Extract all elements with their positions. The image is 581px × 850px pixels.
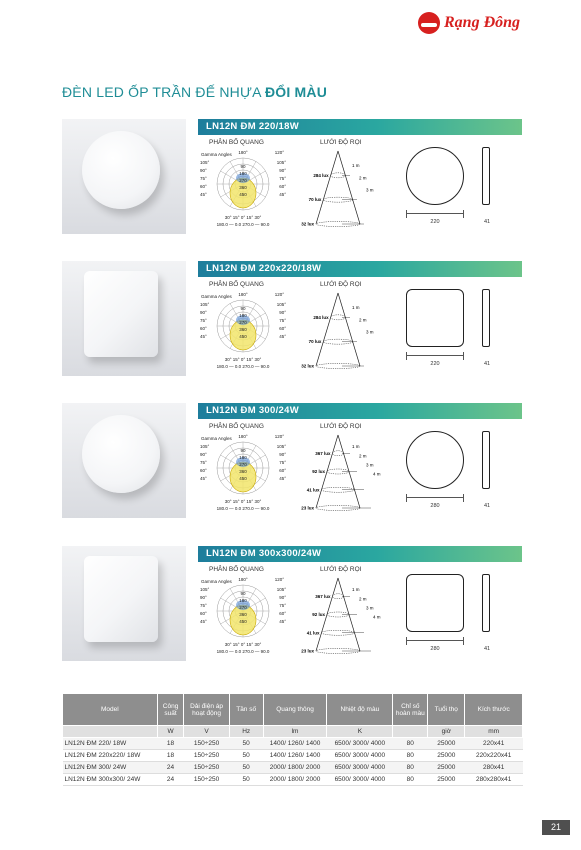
product-block (62, 403, 522, 518)
table-cell: 80 (393, 750, 428, 762)
table-cell: 150÷250 (184, 762, 229, 774)
illuminance-cone-diagram (290, 432, 400, 514)
page-title-bold: ĐỔI MÀU (264, 84, 328, 100)
page-title (62, 84, 327, 100)
table-cell: 25000 (428, 750, 465, 762)
polar-angle-right: 90° (279, 168, 286, 173)
polar-title: Gamma Angles (201, 294, 232, 299)
table-row (63, 774, 523, 786)
lux-label: 70 lux (308, 339, 322, 345)
polar-bottom-angles: 30° 15° 0° 15° 30° (224, 357, 262, 362)
polar-legend: 180.0 — 0.0 270.0 — 90.0 (216, 222, 270, 227)
brand-logo (418, 12, 520, 34)
polar-angle-right: 75° (279, 176, 286, 181)
table-cell: 80 (393, 762, 428, 774)
polar-angle-right: 45° (279, 619, 286, 624)
polar-radial-value: 270 (239, 320, 247, 325)
table-cell: 25000 (428, 774, 465, 786)
cone-edge (338, 151, 360, 224)
lux-label: 284 lux (313, 314, 329, 320)
height-label: 4 m (373, 614, 381, 620)
cone-level-ellipse (333, 594, 344, 599)
col-model: Model (63, 694, 158, 726)
cone-level-ellipse (333, 451, 344, 456)
polar-radial-value: 360 (239, 469, 247, 474)
col-color-temp: Nhiệt độ màu (327, 694, 393, 726)
polar-radial-value: 450 (239, 192, 247, 197)
width-dimension-value: 220 (430, 361, 440, 367)
polar-angle-right: 105° (276, 587, 286, 592)
light-distribution-label: PHÂN BỐ QUANG (209, 139, 264, 146)
lux-label: 41 lux (306, 630, 320, 636)
height-label: 2 m (359, 453, 367, 459)
table-cell: 280x41 (465, 762, 523, 774)
table-cell: LN12N ĐM 300x300/ 24W (63, 774, 158, 786)
polar-bottom-angles: 30° 15° 0° 15° 30° (224, 215, 262, 220)
illuminance-cone-diagram (290, 290, 400, 372)
polar-radial-value: 90 (240, 448, 246, 453)
table-cell: LN12N ĐM 300/ 24W (63, 762, 158, 774)
product-block (62, 261, 522, 376)
polar-angle-left: 75° (200, 176, 207, 181)
depth-dimension-value: 41 (483, 503, 491, 509)
product-name-banner: LN12N ĐM 220x220/18W (198, 261, 522, 277)
col-voltage: Dải điện áp hoạt động (184, 694, 229, 726)
height-label: 4 m (373, 471, 381, 477)
polar-legend: 180.0 — 0.0 270.0 — 90.0 (216, 649, 270, 654)
table-cell: 2000/ 1800/ 2000 (263, 762, 327, 774)
polar-radial-value: 450 (239, 334, 247, 339)
polar-distribution-diagram (198, 148, 288, 230)
height-label: 2 m (359, 317, 367, 323)
illuminance-grid-label: LƯỚI ĐỘ RỌI (320, 423, 362, 430)
unit-power: W (157, 726, 184, 738)
col-luminous-flux: Quang thông (263, 694, 327, 726)
width-dimension-value: 280 (430, 646, 440, 652)
illuminance-cone-diagram (290, 148, 400, 230)
polar-angle-left: 90° (200, 452, 207, 457)
polar-angle-left: 105° (200, 587, 210, 592)
polar-distribution-diagram (198, 575, 288, 657)
lux-label: 367 lux (315, 593, 331, 599)
table-cell: 18 (157, 750, 184, 762)
side-view-drawing (482, 147, 490, 205)
unit-cri (393, 726, 428, 738)
product-name-banner: LN12N ĐM 300/24W (198, 403, 522, 419)
polar-angle-left: 105° (200, 444, 210, 449)
polar-angle-left: 45° (200, 192, 207, 197)
polar-angle-left: 90° (200, 310, 207, 315)
polar-radial-value: 180 (239, 313, 247, 318)
ceiling-lamp-image (82, 131, 160, 209)
polar-angle-right: 90° (279, 595, 286, 600)
light-distribution-label: PHÂN BỐ QUANG (209, 423, 264, 430)
table-cell: 50 (229, 762, 263, 774)
product-photo (62, 261, 186, 376)
front-view-drawing (406, 147, 464, 205)
polar-legend: 180.0 — 0.0 270.0 — 90.0 (216, 506, 270, 511)
table-cell: 6500/ 3000/ 4000 (327, 750, 393, 762)
polar-radial-value: 360 (239, 327, 247, 332)
polar-angle-left: 75° (200, 318, 207, 323)
polar-distribution-diagram (198, 432, 288, 514)
polar-angle-left: 60° (200, 184, 207, 189)
polar-distribution-diagram (198, 290, 288, 372)
polar-radial-value: 270 (239, 605, 247, 610)
side-view-drawing (482, 431, 490, 489)
polar-angle-left: 45° (200, 334, 207, 339)
table-cell: 18 (157, 738, 184, 750)
table-cell: 2000/ 1800/ 2000 (263, 774, 327, 786)
polar-top-angle: 180° (238, 150, 248, 155)
polar-angle-right: 60° (279, 184, 286, 189)
table-row (63, 750, 523, 762)
height-label: 1 m (352, 444, 360, 450)
height-label: 3 m (366, 605, 374, 611)
polar-angle-left: 105° (200, 160, 210, 165)
front-view-drawing (406, 289, 464, 347)
lux-label: 23 lux (301, 505, 314, 511)
polar-angle-right: 60° (279, 326, 286, 331)
polar-angle-right: 60° (279, 468, 286, 473)
product-name-banner: LN12N ĐM 220/18W (198, 119, 522, 135)
table-cell: 6500/ 3000/ 4000 (327, 762, 393, 774)
unit-voltage: V (184, 726, 229, 738)
polar-angle-right: 45° (279, 334, 286, 339)
polar-top-right-angle: 120° (274, 150, 284, 155)
page-title-normal: ĐÈN LED ỐP TRẦN ĐẾ NHỰA (62, 84, 261, 100)
polar-top-angle: 180° (238, 292, 248, 297)
lux-label: 92 lux (312, 612, 325, 617)
lux-label: 41 lux (306, 487, 320, 493)
col-cri: Chỉ số hoàn màu (393, 694, 428, 726)
table-units-row (63, 726, 523, 738)
product-photo (62, 546, 186, 661)
table-cell: 50 (229, 750, 263, 762)
front-view-drawing (406, 431, 464, 489)
height-label: 3 m (366, 329, 374, 335)
polar-angle-right: 75° (279, 603, 286, 608)
polar-angle-right: 75° (279, 460, 286, 465)
polar-legend: 180.0 — 0.0 270.0 — 90.0 (216, 364, 270, 369)
width-dimension-line (406, 352, 464, 360)
table-cell: 24 (157, 762, 184, 774)
polar-radial-value: 180 (239, 171, 247, 176)
table-row (63, 762, 523, 774)
polar-title: Gamma Angles (201, 579, 232, 584)
polar-angle-left: 60° (200, 611, 207, 616)
polar-angle-left: 60° (200, 468, 207, 473)
polar-angle-right: 45° (279, 476, 286, 481)
unit-luminous-flux: lm (263, 726, 327, 738)
polar-bottom-angles: 30° 15° 0° 15° 30° (224, 642, 262, 647)
cone-edge (316, 151, 338, 224)
table-cell: LN12N ĐM 220/ 18W (63, 738, 158, 750)
polar-angle-right: 45° (279, 192, 286, 197)
brand-mark-icon (418, 12, 440, 34)
lux-label: 23 lux (301, 648, 314, 654)
polar-top-right-angle: 120° (274, 577, 284, 582)
polar-angle-left: 90° (200, 168, 207, 173)
unit-dimensions: mm (465, 726, 523, 738)
table-cell: 150÷250 (184, 750, 229, 762)
product-block (62, 546, 522, 661)
depth-dimension-value: 41 (483, 646, 491, 652)
polar-angle-left: 45° (200, 619, 207, 624)
lux-label: 367 lux (315, 450, 331, 456)
ceiling-lamp-image (82, 415, 160, 493)
unit-frequency: Hz (229, 726, 263, 738)
height-label: 2 m (359, 596, 367, 602)
side-view-drawing (482, 289, 490, 347)
product-block (62, 119, 522, 234)
lux-label: 32 lux (301, 363, 314, 369)
polar-angle-right: 60° (279, 611, 286, 616)
polar-radial-value: 450 (239, 619, 247, 624)
polar-angle-right: 105° (276, 302, 286, 307)
polar-angle-right: 75° (279, 318, 286, 323)
polar-radial-value: 450 (239, 476, 247, 481)
illuminance-grid-label: LƯỚI ĐỘ RỌI (320, 566, 362, 573)
polar-angle-left: 45° (200, 476, 207, 481)
height-label: 1 m (352, 305, 360, 311)
illuminance-grid-label: LƯỚI ĐỘ RỌI (320, 281, 362, 288)
polar-radial-value: 90 (240, 306, 246, 311)
table-cell: 1400/ 1260/ 1400 (263, 750, 327, 762)
table-cell: 80 (393, 774, 428, 786)
polar-angle-right: 90° (279, 310, 286, 315)
polar-bottom-angles: 30° 15° 0° 15° 30° (224, 499, 262, 504)
lux-label: 284 lux (313, 172, 329, 178)
table-cell: 24 (157, 774, 184, 786)
cone-edge (316, 293, 338, 366)
polar-radial-value: 360 (239, 612, 247, 617)
table-cell: 1400/ 1260/ 1400 (263, 738, 327, 750)
polar-radial-value: 360 (239, 185, 247, 190)
table-cell: LN12N ĐM 220x220/ 18W (63, 750, 158, 762)
table-cell: 6500/ 3000/ 4000 (327, 738, 393, 750)
depth-dimension-value: 41 (483, 219, 491, 225)
polar-radial-value: 90 (240, 591, 246, 596)
cone-edge (338, 293, 360, 366)
col-lifetime: Tuổi thọ (428, 694, 465, 726)
table-cell: 80 (393, 738, 428, 750)
product-name-banner: LN12N ĐM 300x300/24W (198, 546, 522, 562)
height-label: 3 m (366, 187, 374, 193)
polar-radial-value: 90 (240, 164, 246, 169)
polar-angle-left: 90° (200, 595, 207, 600)
polar-top-angle: 180° (238, 577, 248, 582)
ceiling-lamp-image (84, 556, 158, 642)
table-header-row (63, 694, 523, 726)
polar-angle-left: 60° (200, 326, 207, 331)
polar-radial-value: 180 (239, 598, 247, 603)
unit-color-temp: K (327, 726, 393, 738)
table-cell: 50 (229, 774, 263, 786)
product-photo (62, 403, 186, 518)
col-power: Công suất (157, 694, 184, 726)
width-dimension-value: 220 (430, 219, 440, 225)
col-dimensions: Kích thước (465, 694, 523, 726)
table-cell: 50 (229, 738, 263, 750)
brand-name: Rạng Đông (444, 14, 521, 31)
height-label: 1 m (352, 163, 360, 169)
polar-angle-left: 75° (200, 603, 207, 608)
lux-label: 92 lux (312, 469, 325, 474)
product-photo (62, 119, 186, 234)
depth-dimension-value: 41 (483, 361, 491, 367)
unit-model (63, 726, 158, 738)
polar-radial-value: 180 (239, 455, 247, 460)
table-cell: 150÷250 (184, 738, 229, 750)
front-view-drawing (406, 574, 464, 632)
table-cell: 25000 (428, 762, 465, 774)
polar-title: Gamma Angles (201, 152, 232, 157)
polar-top-angle: 180° (238, 434, 248, 439)
table-cell: 220x41 (465, 738, 523, 750)
width-dimension-line (406, 637, 464, 645)
height-label: 3 m (366, 462, 374, 468)
height-label: 1 m (352, 587, 360, 593)
height-label: 2 m (359, 175, 367, 181)
lux-label: 70 lux (308, 197, 322, 203)
lux-label: 32 lux (301, 221, 314, 227)
light-distribution-label: PHÂN BỐ QUANG (209, 281, 264, 288)
table-cell: 6500/ 3000/ 4000 (327, 774, 393, 786)
col-frequency: Tần số (229, 694, 263, 726)
table-cell: 150÷250 (184, 774, 229, 786)
ceiling-lamp-image (84, 271, 158, 357)
polar-angle-right: 105° (276, 160, 286, 165)
width-dimension-line (406, 210, 464, 218)
polar-radial-value: 270 (239, 178, 247, 183)
spec-table (62, 693, 523, 786)
table-cell: 25000 (428, 738, 465, 750)
illuminance-grid-label: LƯỚI ĐỘ RỌI (320, 139, 362, 146)
polar-title: Gamma Angles (201, 436, 232, 441)
polar-angle-left: 75° (200, 460, 207, 465)
width-dimension-line (406, 494, 464, 502)
polar-angle-right: 105° (276, 444, 286, 449)
polar-angle-right: 90° (279, 452, 286, 457)
side-view-drawing (482, 574, 490, 632)
polar-angle-left: 105° (200, 302, 210, 307)
table-row (63, 738, 523, 750)
polar-top-right-angle: 120° (274, 434, 284, 439)
illuminance-cone-diagram (290, 575, 400, 657)
polar-top-right-angle: 120° (274, 292, 284, 297)
table-cell: 280x280x41 (465, 774, 523, 786)
width-dimension-value: 280 (430, 503, 440, 509)
polar-radial-value: 270 (239, 462, 247, 467)
unit-lifetime: giờ (428, 726, 465, 738)
light-distribution-label: PHÂN BỐ QUANG (209, 566, 264, 573)
page-number: 21 (542, 820, 570, 835)
table-cell: 220x220x41 (465, 750, 523, 762)
